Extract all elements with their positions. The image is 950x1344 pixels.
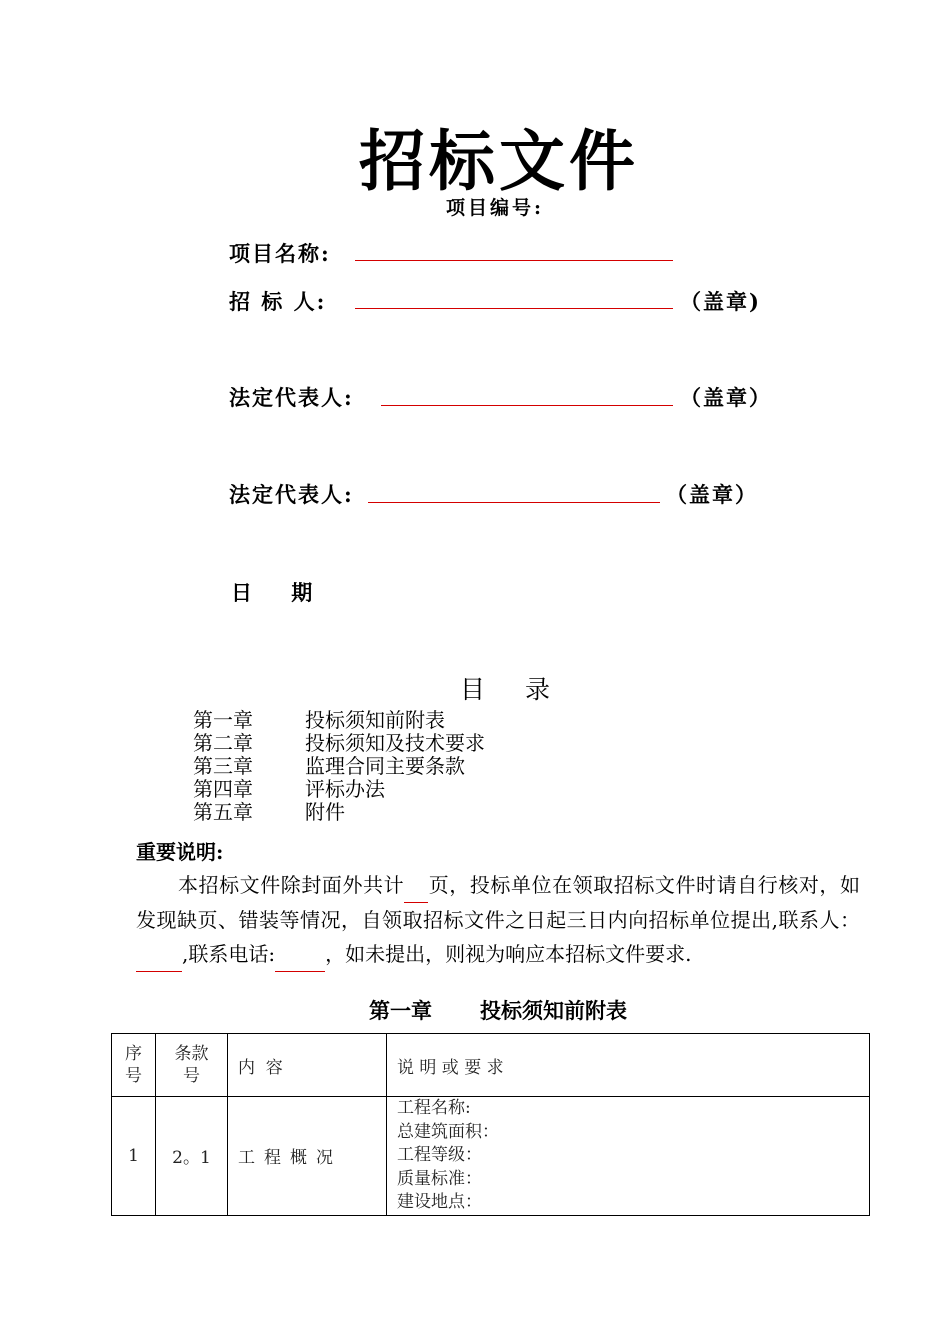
header-requirements: 说 明 或 要 求: [387, 1034, 870, 1097]
detail-line: 工程名称:: [397, 1098, 471, 1118]
toc-chapter-name: 附件: [305, 800, 345, 824]
table-header-row: [112, 1034, 870, 1097]
toc-title: 目录: [459, 675, 590, 704]
detail-line: 质量标准：: [397, 1168, 482, 1189]
project-name-label: 项目名称:: [229, 241, 331, 266]
toc-chapter-name: 投标须知前附表: [305, 708, 445, 732]
legal-rep-line-1[interactable]: [381, 405, 673, 406]
pre-notice-table: [111, 1033, 870, 1216]
table-row: [112, 1097, 870, 1216]
seal-note-legal-rep-1: （盖章）: [680, 385, 772, 410]
document-title: 招标文件: [359, 122, 639, 200]
legal-rep-label-1: 法定代表人:: [229, 385, 354, 410]
cell-content: 工程概况: [228, 1097, 387, 1216]
header-content: 内 容: [228, 1034, 387, 1097]
notice-text: ,联系电话:: [182, 942, 276, 966]
toc-item[interactable]: [193, 755, 465, 778]
seal-note-tenderer: （盖章): [680, 289, 761, 314]
toc-chapter: 第二章: [193, 731, 253, 755]
cell-clause: 2。1: [156, 1097, 228, 1216]
project-number-label: 项目编号:: [445, 197, 544, 219]
contact-person-blank[interactable]: [136, 937, 182, 972]
toc-chapter-name: 投标须知及技术要求: [305, 731, 485, 755]
tenderer-label: 招 标 人:: [229, 289, 327, 314]
legal-rep-label-2: 法定代表人:: [229, 482, 354, 507]
toc-item[interactable]: [193, 778, 385, 801]
notice-text: ，如未提出，则视为响应本招标文件要求.: [325, 942, 692, 966]
contact-phone-blank[interactable]: [275, 937, 325, 972]
cell-no: 1: [112, 1097, 156, 1216]
toc-chapter: 第五章: [193, 800, 253, 824]
toc-chapter-name: 评标办法: [305, 777, 385, 801]
notice-text: 本招标文件除封面外共计: [178, 873, 405, 897]
cell-details: [387, 1097, 870, 1216]
date-label: 日 期: [231, 580, 315, 605]
toc-chapter-name: 监理合同主要条款: [305, 754, 465, 778]
header-clause: 条款号: [156, 1034, 228, 1097]
toc-item[interactable]: [193, 801, 345, 824]
seal-note-legal-rep-2: （盖章）: [666, 482, 758, 507]
tenderer-line[interactable]: [355, 308, 673, 309]
toc-item[interactable]: [193, 732, 485, 755]
toc-chapter: 第一章: [193, 708, 253, 732]
toc-chapter: 第四章: [193, 777, 253, 801]
legal-rep-line-2[interactable]: [368, 502, 660, 503]
chapter-one-heading: [0, 995, 950, 1025]
page-count-blank[interactable]: [404, 868, 428, 903]
detail-line: 建设地点：: [397, 1192, 482, 1212]
project-name-line[interactable]: [355, 260, 673, 261]
chapter-number: 第一章: [369, 998, 432, 1023]
notice-heading: 重要说明:: [136, 840, 224, 864]
toc-chapter: 第三章: [193, 754, 253, 778]
notice-text: 页，投标单位在领取招标文件时请自行核对，如发现缺页、错装等情况，自领取招标文件之日起三日内向招标单位提出,联系人：: [136, 873, 860, 932]
toc-item[interactable]: [193, 709, 445, 732]
header-no: 序号: [112, 1034, 156, 1097]
chapter-title: 投标须知前附表: [480, 998, 627, 1023]
detail-line: 总建筑面积：: [397, 1121, 499, 1142]
detail-line: 工程等级：: [397, 1145, 482, 1165]
notice-paragraph: [136, 868, 860, 972]
